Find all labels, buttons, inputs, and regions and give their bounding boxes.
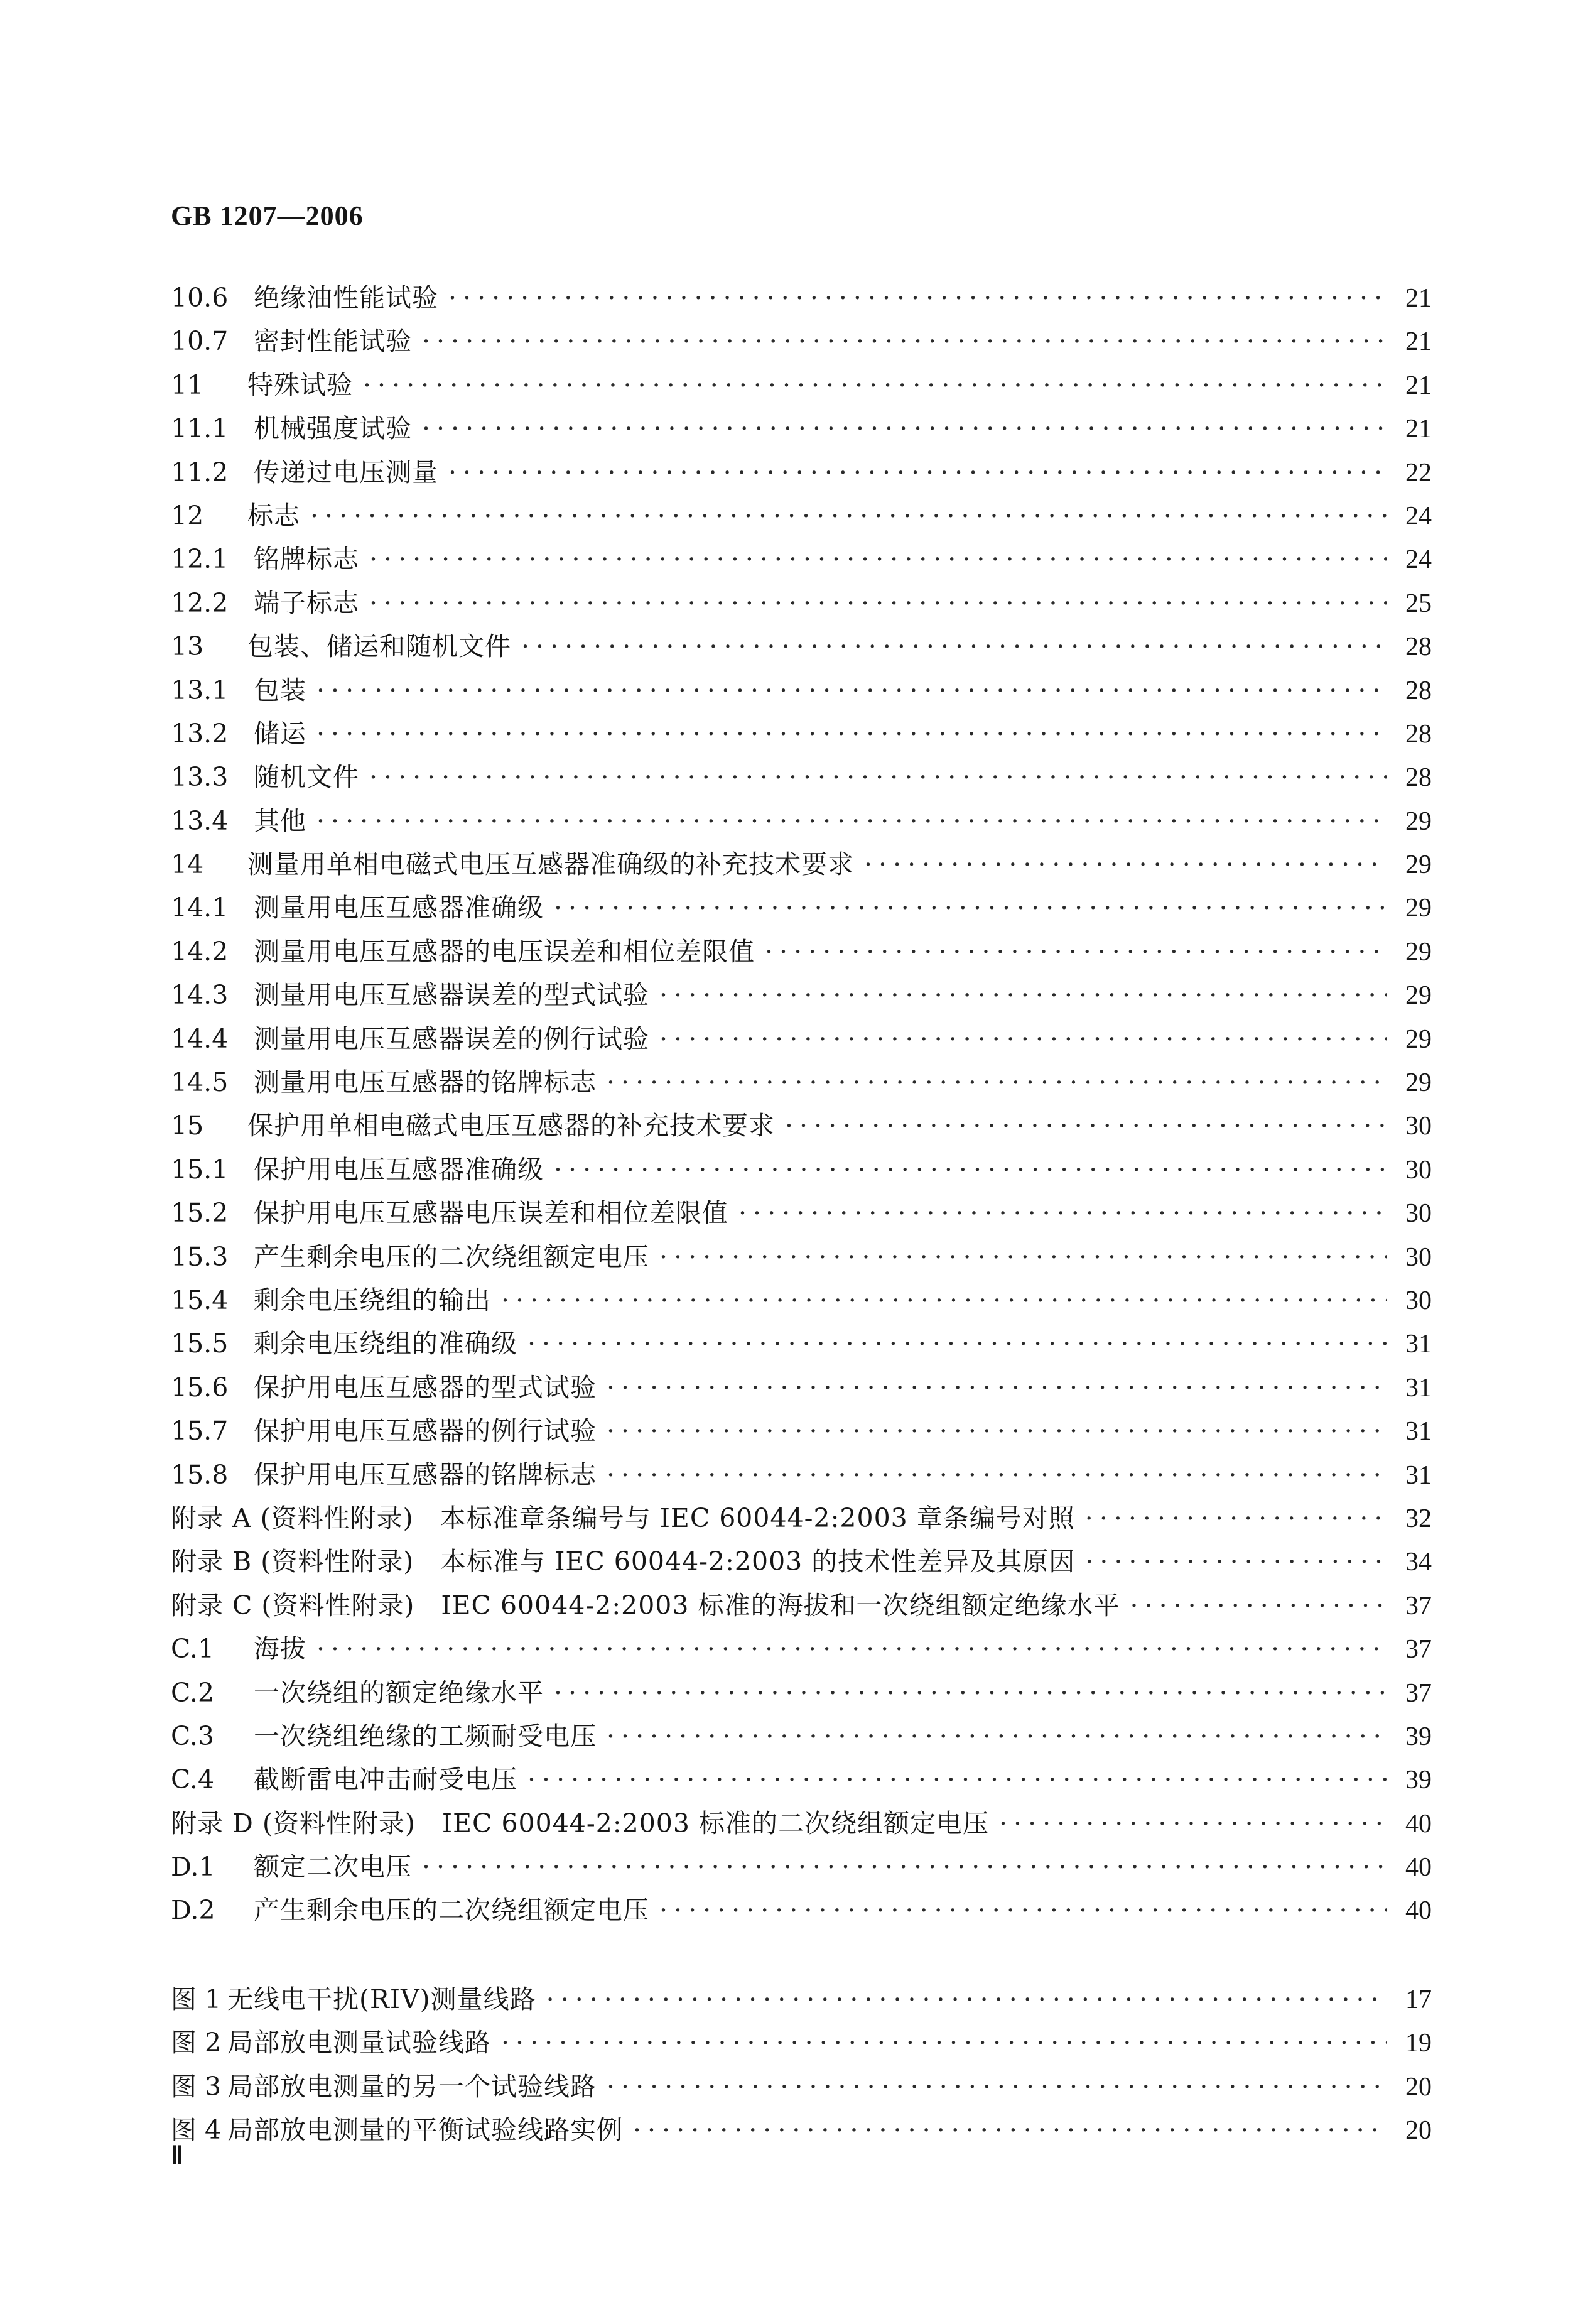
page-number: Ⅱ (171, 2141, 183, 2169)
entry-number: 14.5 (171, 1067, 229, 1098)
entry-number: 15.6 (171, 1372, 229, 1403)
entry-number: 15.3 (171, 1241, 229, 1272)
entry-page: 37 (1405, 1678, 1432, 1708)
leader-dots (521, 625, 1387, 668)
entry-title: 产生剩余电压的二次绕组额定电压 (254, 1895, 649, 1926)
toc-entry[interactable] (171, 451, 1432, 494)
entry-title: 剩余电压绕组的输出 (254, 1284, 491, 1315)
leader-dots (448, 451, 1387, 494)
entry-title: 标志 (247, 500, 300, 531)
leader-dots (607, 1453, 1387, 1497)
leader-dots (527, 1758, 1387, 1801)
entry-page: 37 (1405, 1635, 1432, 1664)
entry-number: 13.4 (171, 805, 229, 836)
entry-number: 15 (171, 1110, 204, 1141)
entry-number: 13.1 (171, 675, 229, 705)
entry-page: 17 (1405, 1985, 1432, 2014)
entry-title: 保护用电压互感器的例行试验 (254, 1416, 597, 1447)
leader-dots (422, 1845, 1387, 1889)
entry-title: 测量用电压互感器误差的型式试验 (254, 980, 649, 1011)
document-id: GB 1207—2006 (171, 200, 364, 231)
toc-entry[interactable] (171, 886, 1432, 930)
entry-title: 机械强度试验 (254, 413, 412, 444)
toc-entry[interactable] (171, 930, 1432, 974)
toc-gap (171, 1933, 1432, 1978)
entry-number: C.2 (171, 1677, 215, 1708)
leader-dots (422, 407, 1387, 450)
entry-title: 保护用电压互感器的铭牌标志 (254, 1459, 597, 1490)
entry-page: 29 (1405, 1068, 1432, 1098)
entry-title: 一次绕组绝缘的工频耐受电压 (254, 1720, 597, 1751)
entry-page: 30 (1405, 1199, 1432, 1229)
toc-entry[interactable] (171, 1671, 1432, 1715)
entry-title: 局部放电测量的平衡试验线路实例 (227, 2115, 623, 2146)
toc-entry[interactable] (171, 1978, 1432, 2021)
entry-number: 10.7 (171, 326, 229, 357)
toc-entry[interactable] (171, 1279, 1432, 1322)
entry-page: 39 (1405, 1766, 1432, 1795)
entry-title: 无线电干扰(RIV)测量线路 (227, 1984, 536, 2014)
entry-page: 21 (1405, 284, 1432, 313)
entry-page: 29 (1405, 806, 1432, 836)
entry-number: 14.1 (171, 893, 229, 923)
entry-number: 12.2 (171, 587, 229, 618)
entry-title: 传递过电压测量 (254, 457, 438, 487)
leader-dots (369, 538, 1387, 581)
entry-title: 端子标志 (254, 587, 359, 618)
entry-title: 储运 (254, 718, 306, 749)
leader-dots (316, 800, 1387, 843)
entry-title: 保护用单相电磁式电压互感器的补充技术要求 (247, 1110, 775, 1141)
leader-dots (659, 974, 1387, 1017)
leader-dots (422, 320, 1387, 363)
entry-title: 局部放电测量的另一个试验线路 (227, 2071, 597, 2102)
entry-page: 20 (1405, 2116, 1432, 2146)
entry-page: 25 (1405, 589, 1432, 618)
entry-title: 包装、储运和随机文件 (247, 631, 511, 662)
leader-dots (607, 1715, 1387, 1758)
toc-entry[interactable] (171, 1845, 1432, 1889)
leader-dots (659, 1235, 1387, 1279)
entry-number: 15.7 (171, 1416, 229, 1447)
entry-title: 随机文件 (254, 762, 359, 793)
entry-title: 测量用电压互感器准确级 (254, 893, 544, 923)
entry-page: 30 (1405, 1112, 1432, 1141)
entry-title: 局部放电测量试验线路 (227, 2028, 491, 2058)
entry-number: 15.8 (171, 1459, 229, 1490)
table-of-contents (171, 276, 1432, 2152)
entry-page: 40 (1405, 1809, 1432, 1838)
entry-number: 11.1 (171, 413, 229, 444)
leader-dots (785, 1104, 1387, 1148)
entry-page: 28 (1405, 719, 1432, 749)
leader-dots (607, 2065, 1387, 2109)
toc-entry[interactable] (171, 1061, 1432, 1104)
toc-entry[interactable] (171, 1584, 1432, 1627)
entry-number: D.2 (171, 1895, 215, 1926)
entry-number: D.1 (171, 1852, 215, 1882)
entry-number: C.4 (171, 1764, 215, 1795)
toc-entry[interactable] (171, 1104, 1432, 1148)
entry-number: 10.6 (171, 283, 229, 313)
toc-entry[interactable] (171, 1889, 1432, 1932)
entry-page: 34 (1405, 1548, 1432, 1577)
entry-page: 29 (1405, 894, 1432, 923)
toc-entry[interactable] (171, 1148, 1432, 1192)
entry-number: 13.2 (171, 718, 229, 749)
toc-entry[interactable] (171, 669, 1432, 712)
entry-page: 30 (1405, 1286, 1432, 1315)
entry-title: 保护用电压互感器的型式试验 (254, 1372, 597, 1403)
toc-entry[interactable] (171, 712, 1432, 756)
entry-number: 15.5 (171, 1328, 229, 1359)
entry-page: 32 (1405, 1504, 1432, 1533)
entry-title: 密封性能试验 (254, 326, 412, 357)
entry-title: 测量用电压互感器的铭牌标志 (254, 1067, 597, 1098)
entry-page: 39 (1405, 1722, 1432, 1751)
entry-page: 28 (1405, 633, 1432, 662)
leader-dots (316, 669, 1387, 712)
entry-title: 绝缘油性能试验 (254, 283, 438, 313)
entry-page: 21 (1405, 371, 1432, 400)
entry-title: 一次绕组的额定绝缘水平 (254, 1677, 544, 1708)
entry-page: 21 (1405, 415, 1432, 444)
entry-page: 31 (1405, 1330, 1432, 1359)
entry-title: 海拔 (254, 1634, 306, 1664)
entry-number: 15.1 (171, 1154, 229, 1185)
entry-page: 28 (1405, 676, 1432, 705)
toc-entry[interactable] (171, 1715, 1432, 1758)
toc-entry[interactable] (171, 800, 1432, 843)
entry-number: 14.3 (171, 980, 229, 1011)
toc-entry[interactable] (171, 1627, 1432, 1671)
entry-page: 29 (1405, 937, 1432, 967)
entry-page: 29 (1405, 1024, 1432, 1054)
leader-dots (607, 1409, 1387, 1453)
leader-dots (310, 494, 1387, 538)
entry-number: 15.2 (171, 1198, 229, 1229)
toc-entry[interactable] (171, 1018, 1432, 1061)
entry-number: 12 (171, 500, 204, 531)
leader-dots (501, 2021, 1387, 2065)
entry-page: 37 (1405, 1591, 1432, 1621)
entry-title: 附录 A (资料性附录) 本标准章条编号与 IEC 60044-2:2003 章条编号对照 (171, 1502, 1075, 1533)
toc-entry[interactable] (171, 1366, 1432, 1409)
leader-dots (369, 756, 1387, 799)
leader-dots (607, 1366, 1387, 1409)
leader-dots (363, 364, 1387, 407)
entry-title: 附录 D (资料性附录) IEC 60044-2:2003 标准的二次绕组额定电压 (171, 1808, 990, 1838)
entry-page: 20 (1405, 2072, 1432, 2102)
toc-entry[interactable] (171, 1540, 1432, 1583)
toc-entry[interactable] (171, 2065, 1432, 2109)
toc-entry[interactable] (171, 974, 1432, 1017)
leader-dots (369, 582, 1387, 625)
entry-page: 21 (1405, 327, 1432, 357)
entry-title: 测量用电压互感器的电压误差和相位差限值 (254, 936, 755, 967)
entry-number: 13.3 (171, 762, 229, 793)
leader-dots (501, 1279, 1387, 1322)
leader-dots (633, 2109, 1387, 2152)
toc-entry[interactable] (171, 538, 1432, 581)
entry-page: 28 (1405, 763, 1432, 793)
entry-number: 14.4 (171, 1023, 229, 1054)
leader-dots (448, 276, 1387, 320)
leader-dots (659, 1018, 1387, 1061)
entry-number: 11 (171, 369, 204, 400)
entry-number: 11.2 (171, 457, 229, 487)
toc-entry[interactable] (171, 1322, 1432, 1366)
toc-entry[interactable] (171, 407, 1432, 450)
entry-page: 31 (1405, 1460, 1432, 1490)
entry-number: 图 2 (171, 2028, 222, 2058)
leader-dots (1130, 1584, 1387, 1627)
entry-number: 图 4 (171, 2115, 222, 2146)
toc-entry[interactable] (171, 1409, 1432, 1453)
entry-page: 29 (1405, 981, 1432, 1011)
entry-title: 截断雷电冲击耐受电压 (254, 1764, 517, 1795)
leader-dots (864, 843, 1387, 886)
toc-entry[interactable] (171, 1802, 1432, 1845)
entry-number: 图 3 (171, 2071, 222, 2102)
toc-entry[interactable] (171, 2109, 1432, 2152)
entry-number: 15.4 (171, 1284, 229, 1315)
entry-title: 额定二次电压 (254, 1852, 412, 1882)
toc-entry[interactable] (171, 1497, 1432, 1540)
toc-entry[interactable] (171, 1758, 1432, 1801)
entry-title: 保护用电压互感器电压误差和相位差限值 (254, 1198, 728, 1229)
entry-page: 40 (1405, 1853, 1432, 1882)
leader-dots (1085, 1497, 1387, 1540)
entry-page: 40 (1405, 1896, 1432, 1926)
toc-entry[interactable] (171, 582, 1432, 625)
entry-page: 30 (1405, 1242, 1432, 1272)
entry-number: 14.2 (171, 936, 229, 967)
leader-dots (546, 1978, 1387, 2021)
toc-list (171, 276, 1432, 1933)
entry-title: 产生剩余电压的二次绕组额定电压 (254, 1241, 649, 1272)
entry-number: 14 (171, 849, 204, 880)
entry-title: 铭牌标志 (254, 544, 359, 575)
figure-list (171, 1978, 1432, 2153)
entry-page: 19 (1405, 2029, 1432, 2058)
entry-title: 附录 C (资料性附录) IEC 60044-2:2003 标准的海拔和一次绕组额定绝缘水平 (171, 1590, 1120, 1621)
toc-entry[interactable] (171, 1192, 1432, 1235)
toc-entry[interactable] (171, 1453, 1432, 1497)
toc-entry[interactable] (171, 364, 1432, 407)
entry-page: 24 (1405, 501, 1432, 531)
toc-entry[interactable] (171, 320, 1432, 363)
leader-dots (1085, 1540, 1387, 1583)
leader-dots (316, 712, 1387, 756)
toc-entry[interactable] (171, 2021, 1432, 2065)
leader-dots (527, 1322, 1387, 1366)
entry-title: 其他 (254, 805, 306, 836)
leader-dots (659, 1889, 1387, 1932)
leader-dots (999, 1802, 1387, 1845)
entry-page: 22 (1405, 458, 1432, 487)
entry-page: 29 (1405, 850, 1432, 880)
entry-title: 附录 B (资料性附录) 本标准与 IEC 60044-2:2003 的技术性差异及其原因 (171, 1546, 1076, 1577)
entry-title: 包装 (254, 675, 306, 705)
leader-dots (738, 1192, 1387, 1235)
entry-page: 31 (1405, 1417, 1432, 1447)
toc-entry[interactable] (171, 843, 1432, 886)
toc-entry[interactable] (171, 276, 1432, 320)
leader-dots (607, 1061, 1387, 1104)
leader-dots (554, 1671, 1387, 1715)
entry-number: 12.1 (171, 544, 229, 575)
toc-entry[interactable] (171, 494, 1432, 538)
leader-dots (554, 886, 1387, 930)
toc-entry[interactable] (171, 1235, 1432, 1279)
entry-title: 测量用单相电磁式电压互感器准确级的补充技术要求 (247, 849, 854, 880)
entry-number: C.3 (171, 1720, 215, 1751)
toc-entry[interactable] (171, 756, 1432, 799)
entry-title: 测量用电压互感器误差的例行试验 (254, 1023, 649, 1054)
entry-page: 30 (1405, 1155, 1432, 1185)
entry-number: 13 (171, 631, 204, 662)
entry-page: 24 (1405, 545, 1432, 575)
leader-dots (554, 1148, 1387, 1192)
entry-title: 剩余电压绕组的准确级 (254, 1328, 517, 1359)
toc-entry[interactable] (171, 625, 1432, 668)
entry-number: 图 1 (171, 1984, 222, 2014)
leader-dots (765, 930, 1387, 974)
entry-title: 特殊试验 (247, 369, 353, 400)
entry-title: 保护用电压互感器准确级 (254, 1154, 544, 1185)
leader-dots (316, 1627, 1387, 1671)
entry-number: C.1 (171, 1634, 215, 1664)
entry-page: 31 (1405, 1373, 1432, 1403)
